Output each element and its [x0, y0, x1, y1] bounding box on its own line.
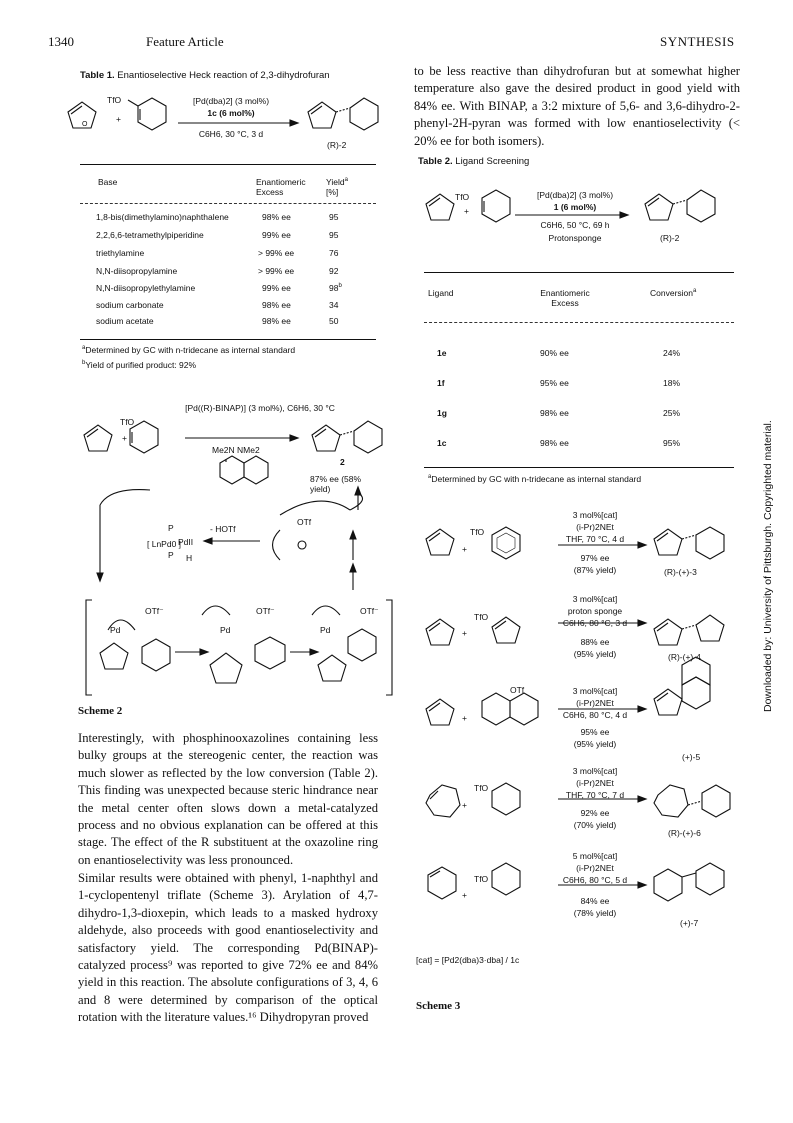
t1-row-base: sodium acetate [96, 316, 154, 326]
s3r4-c1: 3 mol%[cat] [572, 766, 618, 776]
s3r5-reagent: TfO [474, 874, 489, 884]
t2-cond2: 1 (6 mol%) [553, 202, 597, 212]
t1-col-base: Base [98, 177, 118, 187]
t2-row-conv: 18% [663, 378, 681, 388]
t1-row-base: N,N-diisopropylamine [96, 266, 178, 276]
download-watermark: Downloaded by: University of Pittsburgh. Copyrighted material. [762, 420, 774, 712]
s3r3-c1: 3 mol%[cat] [572, 686, 618, 696]
s3r3-c2: (i-Pr)2NEt [576, 698, 614, 708]
t2-product: (R)-2 [660, 233, 680, 243]
t1-row-ee: > 99% ee [258, 266, 295, 276]
body-paragraph-left-2: Similar results were obtained with phenyl, 1-naphthyl and 1-cyclopentenyl triflate (Scheme 3). Arylation of 4,7-dihydro-1,3-dioxepin, which leads to a masked hydroxy aldehyde, also proceeds with good enantioselectivity and satisfactory yield. The corresponding Pd(BINAP)-catalyzed process⁹ was reported to give 72% ee and 84% yield in this reaction. The absolute configurations of 3, 4, 6 and 8 were determined by comparison of the optical rotation with the literature values.¹⁶ Dihydropyran proved [78, 871, 378, 1025]
s3r5-c4: 84% ee [580, 896, 610, 906]
scheme2-otf: OTf [297, 517, 312, 527]
scheme3-label: Scheme 3 [416, 1000, 461, 1012]
scheme2-h: H [186, 553, 193, 563]
s3r3-product: (+)-5 [682, 752, 701, 762]
t2-col-conv: Conversion$^a$ [650, 288, 697, 298]
s3r2-reagent: TfO [474, 612, 489, 622]
s3r1-reagent: TfO [470, 527, 485, 537]
s3r3-reagent: OTf [510, 685, 525, 695]
scheme2-hotf: - HOTf [210, 524, 236, 534]
scheme2-lnpd: [ LnPd0 ] [147, 539, 182, 549]
t1-footnote-b: $^b$Yield of purified product: 92% [82, 360, 197, 370]
s3r1-c2: (i-Pr)2NEt [576, 522, 614, 532]
t2-row-conv: 25% [663, 408, 681, 418]
scheme2-otf-1: OTf⁻ [145, 606, 164, 616]
s3r1-c5: (87% yield) [573, 565, 617, 575]
s3r3-c5: (95% yield) [573, 739, 617, 749]
s3r2-c3: C6H6, 80 °C, 3 d [562, 618, 628, 628]
s3r4-c4: 92% ee [580, 808, 610, 818]
t2-row-ee: 98% ee [540, 408, 569, 418]
scheme2-pd2: PdII [178, 537, 194, 547]
t2-row-ee: 98% ee [540, 438, 569, 448]
s3r4-c2: (i-Pr)2NEt [576, 778, 614, 788]
s3r2-c2: proton sponge [567, 606, 623, 616]
journal-name: SYNTHESIS [660, 34, 735, 49]
t2-footnote: $^a$Determined by GC with n-tridecane as internal standard [428, 474, 642, 484]
s3r2-c1: 3 mol%[cat] [572, 594, 618, 604]
scheme2-p-bottom: P [168, 550, 174, 560]
s3r1-c1: 3 mol%[cat] [572, 510, 618, 520]
s3r4-reagent: TfO [474, 783, 489, 793]
t2-tfo: TfO [455, 192, 470, 202]
t1-footnote-a: $^a$Determined by GC with n-tridecane as internal standard [82, 345, 296, 355]
scheme2-label: Scheme 2 [78, 705, 123, 717]
t2-row-ligand: 1e [437, 348, 447, 358]
scheme2-pd-3: Pd [320, 625, 331, 635]
s3r4-product: (R)-(+)-6 [668, 828, 701, 838]
t1-row-base: sodium carbonate [96, 300, 164, 310]
t2-plus: + [464, 206, 469, 216]
table2-caption: Table 2. Ligand Screening [418, 156, 530, 167]
scheme2-p-top: P [168, 523, 174, 533]
s3r5-c1: 5 mol%[cat] [572, 851, 618, 861]
t2-cond1: [Pd(dba)2] (3 mol%) [536, 190, 614, 200]
t1-row-ee: 99% ee [262, 283, 291, 293]
s3r4-plus: + [462, 800, 467, 810]
t1-cond3: C6H6, 30 °C, 3 d [198, 129, 264, 139]
t1-row-base: N,N-diisopropylethylamine [96, 283, 196, 293]
section-title: Feature Article [146, 34, 224, 49]
scheme3-cat-definition: [cat] = [Pd2(dba)3·dba] / 1c [416, 955, 520, 965]
s3r1-c4: 97% ee [580, 553, 610, 563]
t2-col-ee: Enantiomeric Excess [540, 288, 590, 308]
s3r3-plus: + [462, 713, 467, 723]
s3r5-c5: (78% yield) [573, 908, 617, 918]
t2-cond4: Protonsponge [548, 233, 602, 243]
t2-row-conv: 95% [663, 438, 681, 448]
t1-row-base: 2,2,6,6-tetramethylpiperidine [96, 230, 204, 240]
t2-col-ligand: Ligand [428, 288, 454, 298]
t1-cond2: 1c (6 mol%) [207, 108, 255, 118]
t1-row-ee: 98% ee [262, 212, 291, 222]
s3r2-product: (R)-(+)-4 [668, 652, 701, 662]
s3r2-plus: + [462, 628, 467, 638]
t1-row-yield: 95 [329, 230, 339, 240]
scheme2-tfo: TfO [120, 417, 135, 427]
s3r1-c3: THF, 70 °C, 4 d [565, 534, 625, 544]
body-paragraph-right: to be less reactive than dihydrofuran but at somewhat higher temperature also gave the desired product in good yield with 84% ee. With BINAP, a 3:2 mixture of 5,6- and 3,6-dihydro-2-phenyl-2H-pyran was formed with low enantioselectivity (< 20% ee for both isomers). [414, 64, 740, 148]
t1-row-base: triethylamine [96, 248, 145, 258]
tfo-label: TfO [107, 95, 122, 105]
t2-row-ligand: 1g [437, 408, 447, 418]
t2-row-ligand: 1c [437, 438, 447, 448]
s3r5-product: (+)-7 [680, 918, 699, 928]
t1-row-yield: 92 [329, 266, 339, 276]
s3r5-c3: C6H6, 80 °C, 5 d [562, 875, 628, 885]
t1-row-base: 1,8-bis(dimethylamino)naphthalene [96, 212, 229, 222]
scheme2-ee: 87% ee (58% yield) [310, 474, 362, 494]
plus-sign: + [116, 114, 121, 124]
t2-row-conv: 24% [663, 348, 681, 358]
t1-row-yield: 76 [329, 248, 339, 258]
t1-product-label: (R)-2 [327, 140, 347, 150]
scheme2-pd-2: Pd [220, 625, 231, 635]
s3r2-c5: (95% yield) [573, 649, 617, 659]
oxygen-label: O [82, 121, 88, 128]
s3r4-c3: THF, 70 °C, 7 d [565, 790, 625, 800]
s3r5-c2: (i-Pr)2NEt [576, 863, 614, 873]
table1-caption: Table 1. Enantioselective Heck reaction of 2,3-dihydrofuran [80, 70, 330, 81]
scheme2-otf-2: OTf⁻ [256, 606, 275, 616]
s3r1-plus: + [462, 544, 467, 554]
page-number: 1340 [48, 34, 74, 49]
t1-row-yield: 50 [329, 316, 339, 326]
t1-row-ee: 98% ee [262, 300, 291, 310]
t1-row-ee: 99% ee [262, 230, 291, 240]
t2-row-ligand: 1f [437, 378, 445, 388]
t1-row-ee: 98% ee [262, 316, 291, 326]
scheme2-base-label: Me2N NMe2 [212, 445, 260, 455]
t1-row-yield: 34 [329, 300, 339, 310]
s3r4-c5: (70% yield) [573, 820, 617, 830]
s3r2-c4: 88% ee [580, 637, 610, 647]
t1-row-ee: > 99% ee [258, 248, 295, 258]
t1-col-yield: Yield$^a$ [%] [326, 177, 348, 197]
t2-cond3: C6H6, 50 °C, 69 h [540, 220, 610, 230]
scheme2-conditions: [Pd((R)-BINAP)] (3 mol%), C6H6, 30 °C [185, 403, 335, 413]
scheme2-pd-1: Pd [110, 625, 121, 635]
t1-col-ee: Enantiomeric Excess [256, 177, 306, 197]
t1-cond1: [Pd(dba)2] (3 mol%) [192, 96, 270, 106]
s3r3-c4: 95% ee [580, 727, 610, 737]
scheme2-product-num: 2 [340, 457, 345, 467]
t2-row-ee: 90% ee [540, 348, 569, 358]
t1-row-yield: 95 [329, 212, 339, 222]
scheme2-plus: + [122, 433, 127, 443]
s3r1-product: (R)-(+)-3 [664, 567, 697, 577]
body-paragraph-left-1: Interestingly, with phosphinooxazolines containing less bulky groups at the stereogenic center, the reaction was much slower as reflected by the low conversion (Table 2). This finding was unexpected because steric hindrance near the metal center often slows down a metal-catalyzed process and no obvious explanation can be offered at this stage. The effect of the R substituent at the oxazoline ring on enantioselectivity was less pronounced. [78, 731, 378, 867]
scheme2-otf-3: OTf⁻ [360, 606, 379, 616]
t2-row-ee: 95% ee [540, 378, 569, 388]
s3r3-c3: C6H6, 80 °C, 4 d [562, 710, 628, 720]
t1-row-yield: 98$^b$ [329, 283, 342, 293]
scheme2-structures [80, 415, 400, 715]
s3r5-plus: + [462, 890, 467, 900]
